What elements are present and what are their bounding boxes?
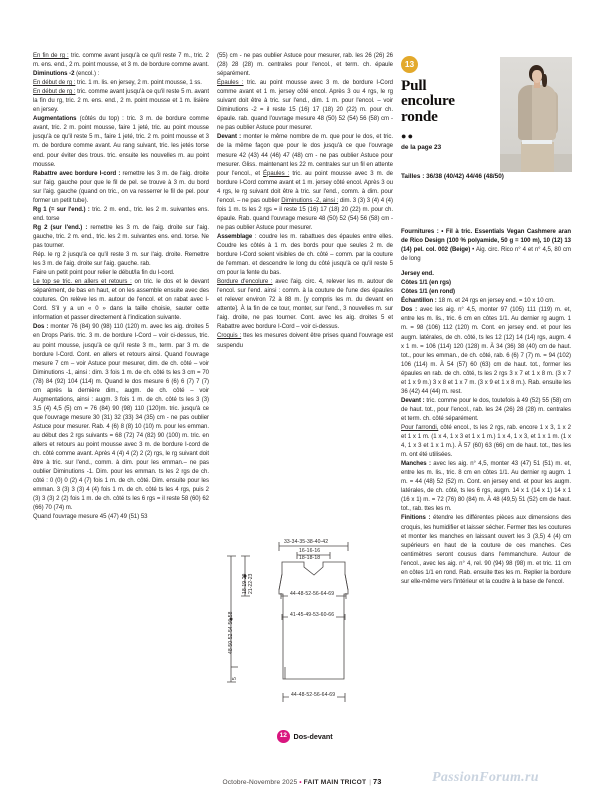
title-line-1: Pull	[401, 77, 427, 94]
label-neck-depth-2: 21-22-23	[248, 573, 254, 594]
paragraph: Épaules : tric. au point mousse avec 3 m. de bordure I-Cord comme avant et 1 m. jersey côté encol. Après 3 ou 4 rgs, le rg suivant doit être à tric. sur l'end., dim. 1 m. pour l'encol. – voir Diminutions -2 = il reste 15 (16) 17 (18) 20 (22) m. pour ch. épaule. rab. quand l'ouvrage mesure 48 (50) 52 (54) 56 (58) cm - ne pas oublier Astuce pour mesurer.	[217, 80, 393, 132]
inline-heading: Manches :	[401, 461, 431, 468]
paragraph: Dos : monter 76 (84) 90 (98) 110 (120) m. avec les aig. droites 5 en Drops Paris. tric. 3 m. de bordure I-Cord – voir ci-dessus, tric. au point mousse, jusqu'à ce qu'il reste 3 m., term. par 3 m. de bordure I-Cord. Cont. en allers et retours ainsi. Quand l'ouvrage mesure 7 cm – voir Astuce pour mesurer, dim. de ch. côté – voir Diminutions -1, ainsi : dim. 3 fois 1 m. de ch. côté ts les 3 cm = 70 (78) 84 (92) 104 (114) m. Quand le dos mesure 6 (6) 6 (7) 7 (7) cm après la dernière dim., augm. de ch. côté – voir Augmentations, ainsi : augm. 3 fois 1 m. de ch. côté ts les 3 (3) 3,5 (4) 4,5 (5) cm = 76 (84) 90 (98) 110 (120)m. tric. jusqu'à ce que l'ouvrage mesure 30 (31) 32 (33) 34 (35) cm - ne pas oublier Astuce pour mesurer. Rab. 4 (6) 8 (8) 10 (10) m. pour les emman. au début des 2 rgs suivants = 68 (72) 74 (82) 90 (100) m. tric. en allers et retours au point mousse avec 3 m. de bordure I-cord de ch. côté comme avant. Après 4 (4) 4 (2) 2 (2) rgs, le rg suivant doit être à tric. sur l'end., comm. à dim. pour les emman.– ne pas oublier Diminutions -1. Dim. pour les emman. ts les 2 rgs de ch. côté : 0 (0) 0 (2) 4 (7) fois 1 m. de ch. côté. Dim. ensuite pour les emman. 3 (3) 3 (3) 4 (4) fois 1 m. de ch. côté ts les 4 rgs, puis 2 (3) 3 (3) 2 (2) fois 1 m. de ch. côté ts les 6 rgs = il reste 58 (60) 62 (66) 70 (74) m.	[33, 324, 209, 512]
paragraph: Rép. le rg 2 jusqu'à ce qu'il reste 3 m. sur l'aig. droite. Remettre les 3 m. de l'aig. droite sur l'aig. gauche. rab.	[33, 252, 209, 268]
text-column-1	[33, 52, 209, 522]
inline-heading: Épaules :	[217, 80, 244, 87]
footer-brand: FAIT MAIN TRICOT	[303, 779, 367, 786]
armhole-right	[345, 574, 348, 590]
paragraph: Faire un petit point pour relier le début/la fin du I-cord.	[33, 270, 175, 277]
inline-heading: En début de rg :	[33, 89, 76, 96]
article-number-badge: 13	[401, 56, 418, 73]
paragraph: Le top se tric. en allers et retours : on tric. le dos et le devant séparément, de bas en haut, et on les assemble ensuite avec des coutures. On relève les m. autour de l'encol. et on rabat avec I-Cord. S'il y a un « 0 » dans la taille choisie, sauter cette information et passer directement à l'indication suivante.	[33, 279, 209, 322]
inline-heading: Augmentations	[33, 116, 77, 123]
schematic-caption	[277, 730, 333, 743]
inline-heading: Croquis :	[217, 333, 242, 340]
footer-page-number: 73	[373, 777, 382, 786]
photo-ponytail	[542, 74, 547, 87]
paragraph: Pour l'arrondi, côté encol., ts les 2 rgs, rab. encore 1 x 3, 1 x 2 et 1 x 1 m. (1 x 4, 1 x 3 et 1 x 1 m.) 1 x 4, 1 x 3, et 1 x 1 m. (1 x 4, 1 x 3 et 1 x 1 m.). À 57 (60) 63 (66) cm de haut. tot., ttes les m. ont été utilisées.	[401, 424, 571, 459]
paragraph	[401, 279, 571, 288]
inline-heading: Assemblage	[217, 233, 253, 240]
paragraph	[401, 270, 571, 279]
inline-heading: Dos :	[401, 307, 418, 314]
footer-bar: |	[369, 779, 372, 786]
schematic-diagram	[215, 534, 400, 779]
inline-heading: Le top se tric. en allers et retours :	[33, 279, 132, 286]
paragraph: En début de rg : tric. 1 m. lis. en jersey, 2 m. point mousse, 1 ss.	[33, 80, 202, 87]
text-column-3	[401, 228, 571, 587]
from-page-reference: de la page 23	[401, 144, 442, 152]
inline-heading: Pour l'arrondi,	[401, 424, 439, 431]
photo-pants	[521, 142, 554, 172]
inline-heading: Rg 1 (= sur l'end.) :	[33, 206, 90, 213]
paragraph: En début de rg : tric. comme avant jusqu'à ce qu'il reste 5 m. avant la fin du rg, tric. 2 m. ens. end., 2 m. point mousse et 1 m. lisière en jersey.	[33, 89, 209, 114]
paragraph: Fournitures : • Fil à tric. Essentials Vegan Cashmere aran de Rico Design (100 % polyamide, 50 g = 100 m), 10 (12) 13 (14) pel. col. 002 (Beige) • Aig. circ. Rico n° 4 et n° 4,5, 80 cm de long	[401, 229, 571, 263]
paragraph: Assemblage : coudre les m. rabattues des épaules entre elles. Coudre les côtés à 1 m. des bords pour que seules 2 m. de bordure I-Cord soient visibles de ch. côté – comm. par la couture de l'emman. et descendre le long du côté jusqu'à ce qu'il reste 5 cm pour la fente du bas.	[217, 233, 393, 277]
paragraph: (55) cm - ne pas oublier Astuce pour mesurer, rab. les 26 (26) 26 (28) 28 (28) m. centrales pour l'encol., et term. ch. épaule séparément.	[217, 53, 393, 78]
paragraph: Rg 2 (sur l'end.) : remettre les 3 m. de l'aig. droite sur l'aig. gauche, tric. 2 m. end., tric. les 2 m. suivantes ens. end. torse. Ne pas tourner.	[33, 224, 209, 249]
inline-heading: En fin de rg :	[33, 53, 69, 59]
title-line-3: ronde	[401, 107, 438, 125]
photo-sweater-shading	[518, 85, 532, 140]
title-line-2: encolure	[401, 92, 455, 110]
footer-separator: •	[299, 779, 302, 786]
label-neck-width-2: 18-18-18	[299, 555, 321, 561]
schematic-svg	[215, 534, 400, 734]
paragraph: Échantillon : 18 m. et 24 rgs en jersey end. = 10 x 10 cm.	[401, 298, 555, 305]
page-title	[401, 78, 499, 124]
paragraph: Manches : avec les aig. n° 4,5, monter 43 (47) 51 (51) m. et, entre les m. lis., tric. 8 cm en côtes 1/1. Au dernier rg augm. 1 m. = 44 (48) 52 (52) m. Cont. en jersey end. et pour les augm. latérales, de ch. côté, ts les 6 rgs, augm. 14 x 1 (14 x 1) 14 x 1 (16 x 1) m. = 72 (76) 80 (84) m. À 48 (49,5) 51 (52) cm de haut. tot., rab. ttes les m.	[401, 461, 571, 513]
paragraph: Croquis : ttes les mesures doivent être prises quand l'ouvrage est suspendu	[217, 333, 393, 349]
label-chest-mid: 41-45-49-53-60-66	[290, 612, 335, 618]
inline-heading: Diminutions -2, ainsi :	[281, 197, 339, 204]
inline-heading: Devant :	[217, 134, 242, 141]
paragraph: Quand l'ouvrage mesure 45 (47) 49 (51) 53	[33, 514, 148, 521]
label-top-width: 33-34-35-38-40-42	[284, 539, 329, 545]
watermark: PassionForum.ru	[432, 770, 539, 785]
inline-heading: Échantillon :	[401, 298, 437, 305]
article-header	[401, 56, 499, 151]
paragraph: Augmentations (côtés du top) : tric. 3 m. de bordure comme avant, tric. 2 m. point mousse, faire 1 jeté, tric. au point mousse jusqu'à ce qu'il reste 5 m., faire 1 jeté, tric. 2 m. point mousse et 3 m. de bordure comme avant. Au rang suivant, tric. les jetés torse end. pour éviter des trous. tric. ensuite les nouvelles m. au point mousse.	[33, 116, 209, 168]
armhole-left	[279, 574, 282, 590]
paragraph: Rabattre avec bordure I-cord : remettre les 3 m. de l'aig. droite sur l'aig. gauche pour que le fil de pel. se trouve à 3 m. du bord sur l'aig. gauche (quand on tric., on va resserrer le fil de pel. pour former un petit tube).	[33, 170, 209, 204]
inline-heading: Devant :	[401, 397, 425, 404]
footer-date: Octobre-Novembre 2025	[222, 779, 298, 786]
paragraph: En fin de rg : tric. comme avant jusqu'à ce qu'il reste 7 m., tric. 2 m. ens. end., 2 m. point mousse, et 3 m. de bordure comme avant.	[33, 53, 209, 69]
inline-heading: Finitions :	[401, 515, 431, 522]
inline-heading: Épaules :	[263, 170, 290, 177]
label-bottom-width: 44-48-52-56-64-69	[291, 692, 336, 698]
label-slit-height: 5	[232, 677, 238, 680]
model-photo	[500, 57, 572, 172]
stitch-name: Côtes 1/1 (en rond)	[401, 289, 456, 296]
label-neck-width: 16-16-16	[299, 548, 321, 554]
stitch-name: Côtes 1/1 (en rgs)	[401, 280, 452, 287]
paragraph: Rg 1 (= sur l'end.) : tric. 2 m. end., tric. les 2 m. suivantes ens. end. torse	[33, 206, 210, 222]
paragraph: Dos : avec les aig. n° 4,5, monter 97 (105) 111 (119) m. et, entre les m. lis., tric. 6 cm en côtes 1/1. Au dernier rg augm. 1 m. = 98 (106) 112 (120) m. Cont. en jersey end. et pour les augm. latérales, de ch. côté, ts les 12 (12) 14 (14) rgs, augm. 4 x 1 m. = 106 (114) 120 (128) m. À 34 (36) 38 (40) cm de haut. tot., pour les emman., de ch. côté, rab. 6 (6) 7 (7) m. = 94 (102) 106 (114) m. À 54 (57) 60 (63) cm de haut. tot., former les épaules en rab. de ch. côté, ts les 2 rgs 3 x 7 et 1 x 8 m. (3 x 7 et 1 x 9 m.) 3 x 8 et 1 x 7 m. (3 x 9 et 1 x 8 m.). Rab. ensuite les 36 (42) 44 (44) m. rest.	[401, 307, 571, 395]
paragraph	[401, 288, 571, 297]
paragraph: Bordure d'encolure : avec l'aig. circ. 4, relever les m. autour de l'encol. sur l'end. ainsi : comm. à la couture de l'une des épaules et relever environ 72 à 88 m. [y compris les m. du devant en attente]. À la fin de ce tour, monter, sur l'end., 3 nouvelles m. sur l'aig. droite, ne pas tourner. Cont. avec les aig. droites 5 et Rabattre avec bordure I-Cord – voir ci-dessus.	[217, 279, 394, 331]
label-neck-depth: 18-19-20	[242, 573, 248, 594]
stitch-name: Jersey end.	[401, 271, 434, 278]
text-column-2	[217, 52, 393, 351]
sizes-line: Tailles : 36/38 (40/42) 44/46 (48/50)	[401, 173, 504, 180]
garment-outline	[279, 562, 348, 679]
paragraph: Devant : tric. comme pour le dos, toutefois à 49 (52) 55 (58) cm de haut. tot., pour l'encol., rab. les 24 (26) 28 (28) m. centrales et term. ch. côté séparément.	[401, 397, 571, 422]
inline-heading: Rabattre avec bordure I-cord :	[33, 170, 121, 177]
schematic-badge: 12	[277, 730, 290, 743]
schematic-caption-label: Dos-devant	[293, 731, 333, 741]
photo-face	[532, 70, 543, 83]
paragraph: Devant : monter le même nombre de m. que pour le dos, et tric. de la même façon que pour le dos jusqu'à ce que l'ouvrage mesure 42 (43) 44 (46) 47 (48) cm - ne pas oublier Astuce pour mesurer. Gliss. maintenant les 22 m. centrales sur un fil en attente pour l'encol., et Épaules : tric. au point mousse avec 3 m. de bordure I-Cord comme avant et 1 m. jersey côté encol. Après 3 ou 4 rgs, le rg suivant doit être à tric. sur l'end., comm. à dim. pour l'encol. – ne pas oublier Diminutions -2, ainsi : dim. 3 (3) 3 (4) 4 (4) fois 1 m. ts les 2 rgs = il reste 15 (16) 17 (18) 20 (22) m. pour ch. épaule. Rab. quand l'ouvrage mesure 48 (50) 52 (54) 56 (58) cm - ne pas oublier Astuce pour mesurer.	[217, 134, 394, 231]
paragraph: Finitions : étendre les différentes pièces aux dimensions des croquis, les humidifier et laisser sécher. Fermer ttes les coutures et monter les manches en laissant ouvert les 3 (3,5) 4 (4) cm supérieurs en haut de la couture de ces manches. Ces centimètres seront cousus dans l'emmanchure. Autour de l'encol., avec les aig. n° 4, rel. 90 (94) 98 (98) m. et tric. 11 cm en côtes 1/1 en rond. Rab. ensuite ttes les m. Replier la bordure sur elle-même vers l'intérieur et la coudre à la base de l'encol.	[401, 515, 571, 585]
inline-heading: Diminutions -2	[33, 71, 75, 78]
inline-heading: Fournitures : • Fil à tric. Essentials Vegan Cashmere aran de Rico Design (100 % polyamide, 50 g = 100 m), 10 (12) 13 (14) pel. col. 002 (Beige)	[401, 229, 571, 254]
inline-heading: Bordure d'encolure :	[217, 279, 273, 286]
inline-heading: Rg 2 (sur l'end.) :	[33, 224, 88, 231]
paragraph: Diminutions -2 (encol.) :	[33, 71, 100, 78]
inline-heading: En début de rg :	[33, 80, 76, 87]
difficulty-rating: ●●	[401, 131, 415, 142]
label-chest-upper: 44-48-52-56-64-69	[290, 591, 335, 597]
inline-heading: Dos :	[33, 324, 49, 331]
label-total-height: 48-50-52-54-56-58	[228, 611, 234, 654]
